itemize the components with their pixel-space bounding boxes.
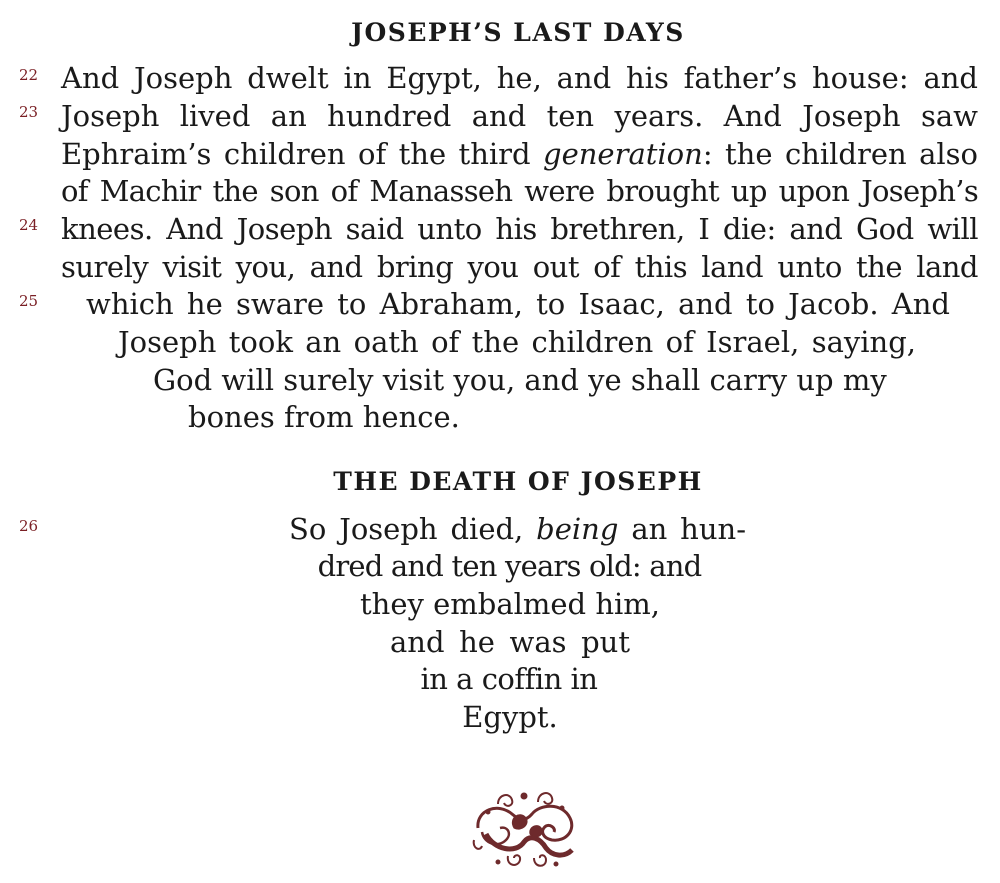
verse-text: an hun- — [618, 512, 747, 546]
verse-line: Joseph took an oath of the children of Israel, saying, — [118, 325, 916, 359]
verse-line: in a coffin in — [420, 662, 598, 696]
verse-line — [61, 136, 978, 172]
verse-line: and he was put — [390, 625, 630, 659]
verse-line: surely visit you, and bring you out of this land unto the land — [61, 250, 978, 284]
section-heading-last-days: JOSEPH’S LAST DAYS — [351, 18, 685, 47]
verse-line: bones from hence. — [188, 400, 460, 434]
verse-line: knees. And Joseph said unto his brethren, I die: and God will — [61, 212, 978, 246]
verse-number: 24 — [19, 216, 39, 234]
verse-text: So Joseph died, — [289, 512, 537, 546]
verse-number: 26 — [19, 517, 39, 535]
verse-text: : the children also — [702, 137, 979, 171]
verse-line — [289, 511, 746, 547]
verse-line: which he sware to Abraham, to Isaac, and to Jacob. And — [86, 287, 950, 321]
verse-number: 22 — [19, 66, 39, 84]
verse-text: Ephraim’s children of the third — [61, 137, 544, 171]
italic-word: being — [536, 512, 619, 546]
floral-fleuron-icon — [468, 788, 580, 870]
verse-line: Joseph lived an hundred and ten years. And Joseph saw — [61, 99, 978, 133]
verse-line: of Machir the son of Manasseh were brought up upon Joseph’s — [61, 174, 978, 208]
verse-line: And Joseph dwelt in Egypt, he, and his father’s house: and — [61, 61, 978, 95]
verse-line: Egypt. — [462, 700, 558, 734]
verse-line: God will surely visit you, and ye shall carry up my — [153, 363, 887, 397]
italic-word: generation — [543, 137, 703, 171]
section-heading-death-of-joseph: THE DEATH OF JOSEPH — [333, 467, 703, 496]
verse-line: they embalmed him, — [360, 587, 660, 621]
verse-line: dred and ten years old: and — [317, 549, 702, 583]
verse-number: 23 — [19, 103, 39, 121]
verse-number: 25 — [19, 292, 39, 310]
